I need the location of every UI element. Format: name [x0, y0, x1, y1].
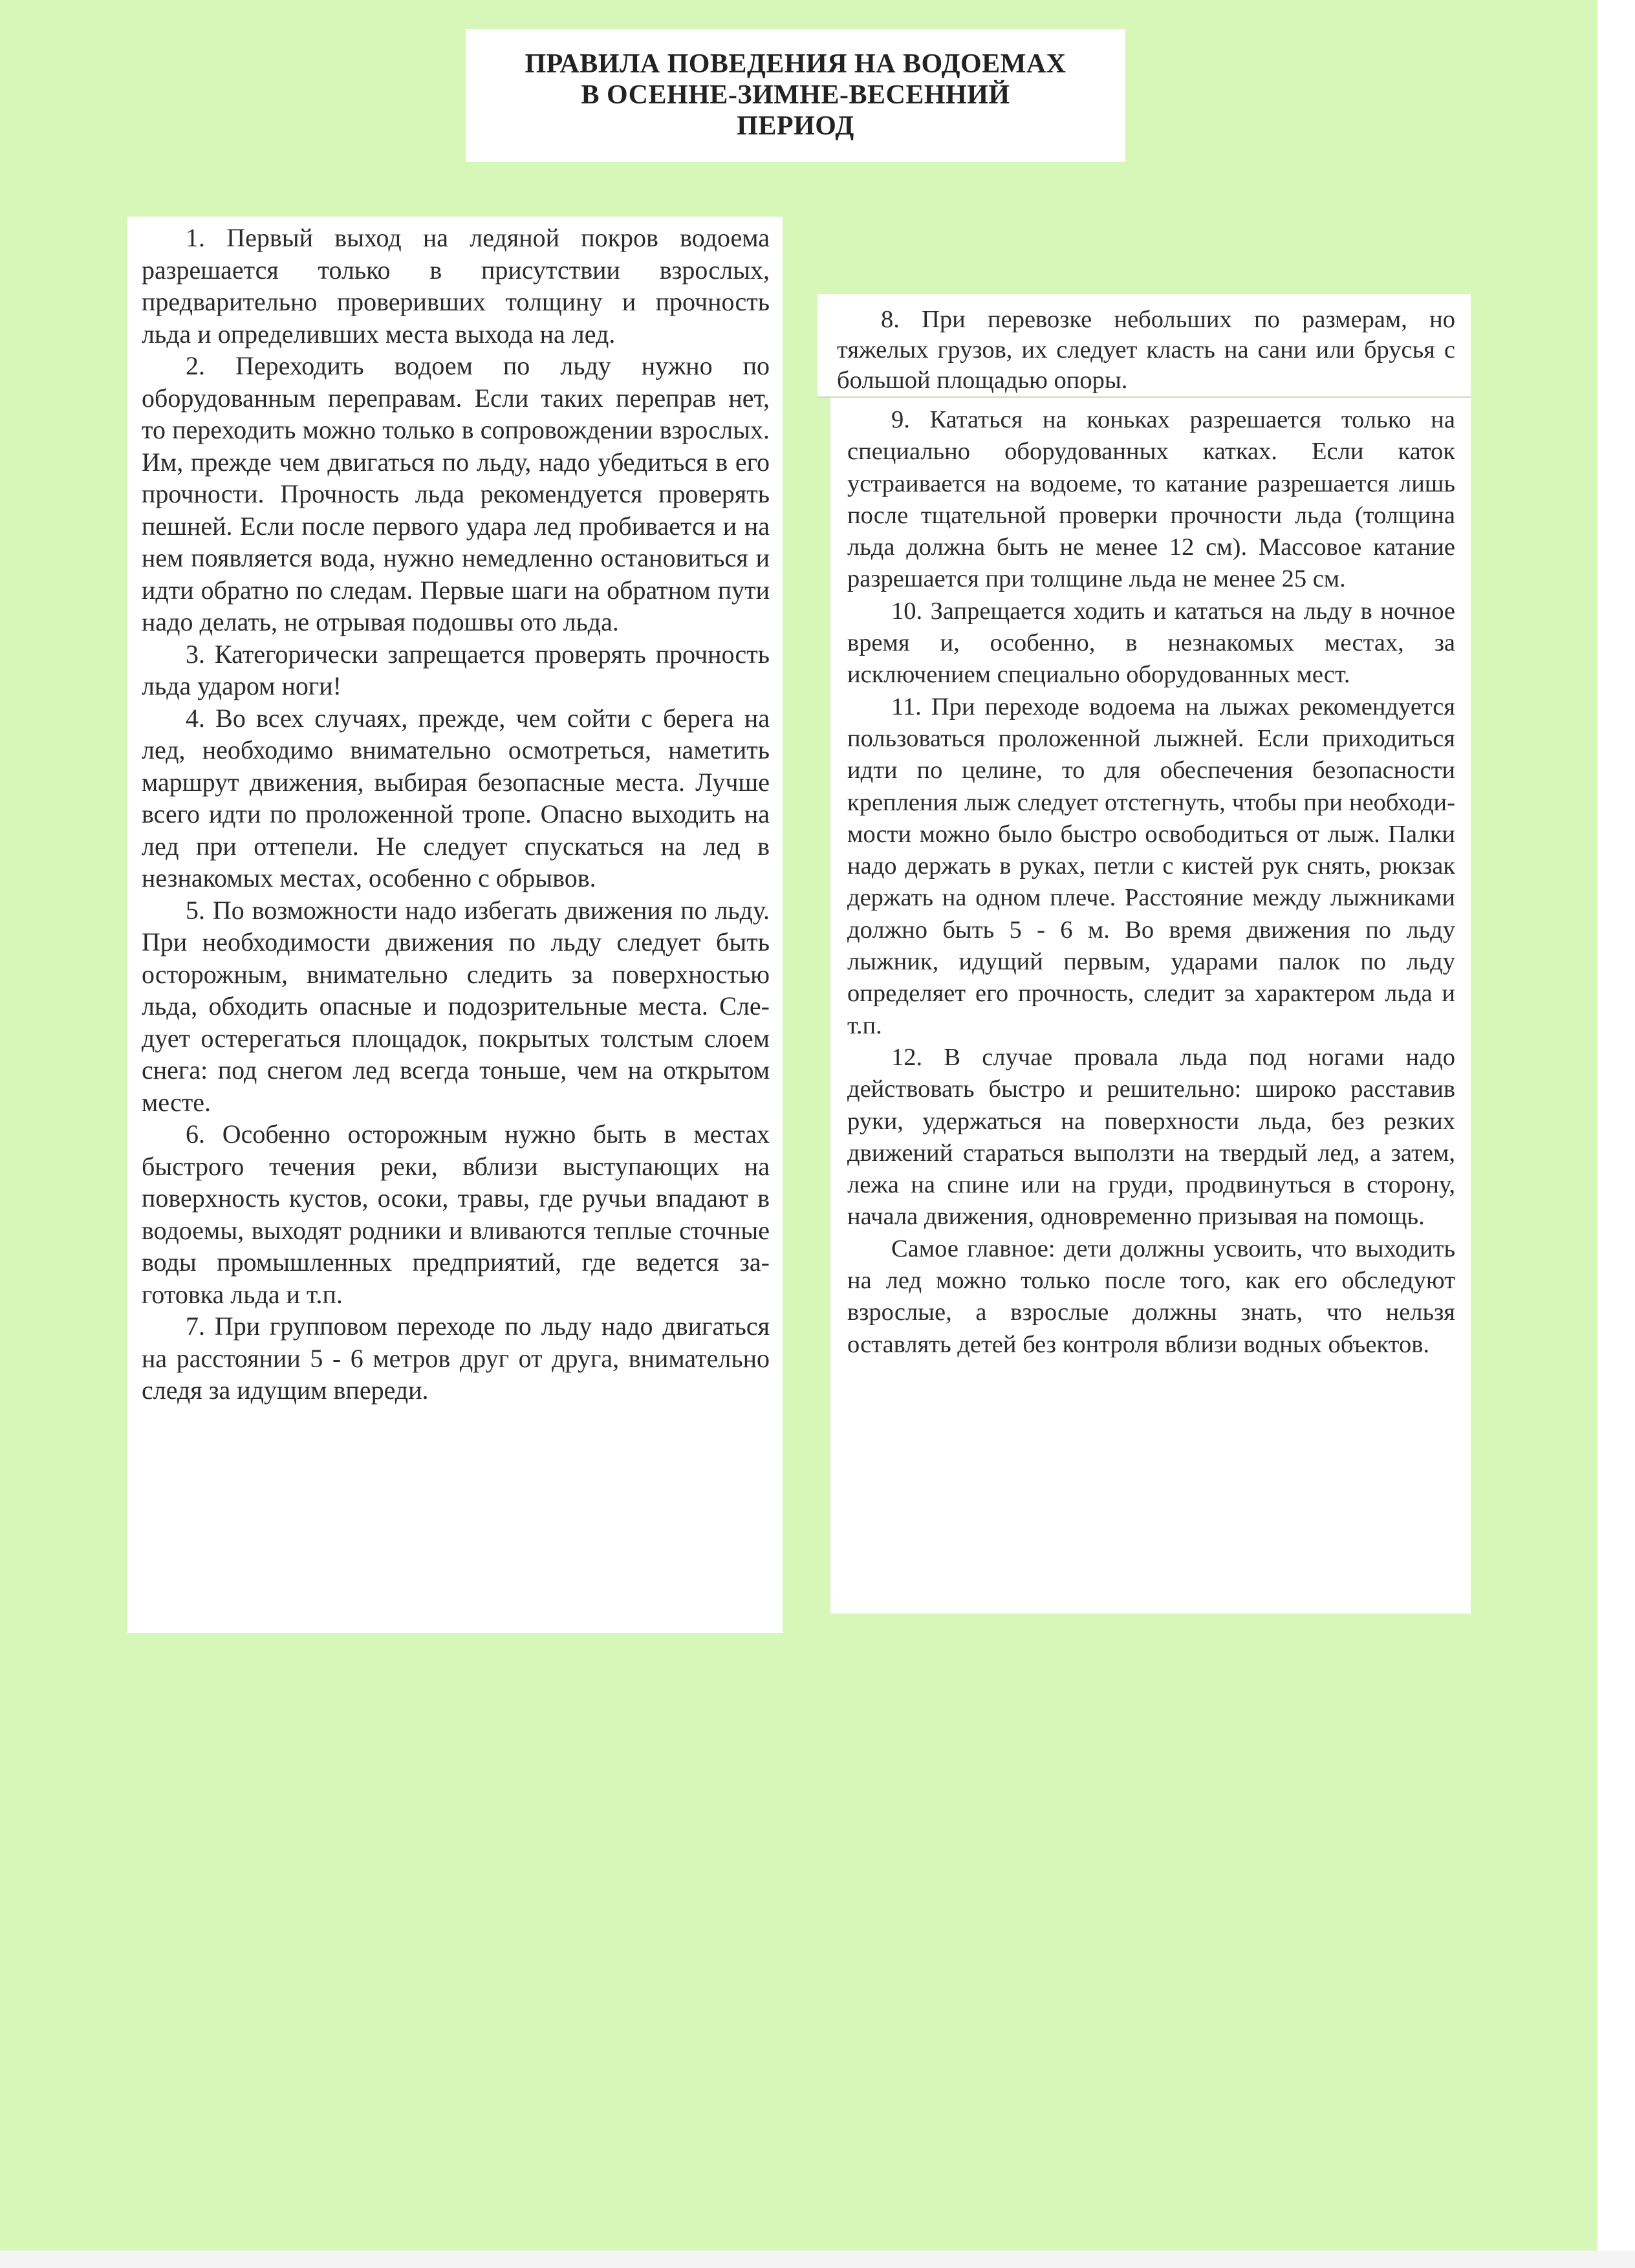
rule-2: 2. Переходить водоем по льду нужно по оборудованным переправам. Если таких переправ нет, то переходить можно только в сопровождении взрослых. Им, прежде чем двигаться по льду, надо убедиться в его прочности. Прочность льда рекомендуется проверять пешней. Если после первого удара лед пробивается и на нем появляется вода, нужно немедленно остановиться и идти обратно по следам. Первые шаги на обратном пути надо делать, не отрывая подошвы ото льда.	[142, 351, 770, 636]
rule-5: 5. По возможности надо избегать движения по льду. При необходимости движения по льду следует быть осторожным, внимательно следить за поверхностью льда, обходить опасные и подозрительные места. Следует остерегаться площадок, покрытых толстым слоем снега: под снегом лед всегда тоньше, чем на открытом месте.	[142, 895, 770, 1117]
rule-9: 9. Кататься на коньках разрешается только на специально оборудованных катках. Если каток устраивается на водоеме, то катание разрешается лишь после тщательной проверки прочности льда (толщина льда должна быть не менее 12 см). Массовое катание разрешается при толщине льда не менее 25 см.	[847, 406, 1455, 593]
rule-11: 11. При переходе водоема на лыжах рекомендуется пользоваться проложенной лыжней. Если приходиться идти по целине, то для обеспечения безопасности крепления лыж следует отстегнуть, чтобы при необходимости можно было быстро освободиться от лыж. Палки надо держать в руках, петли с кистей рук снять, рюкзак держать на одном плече. Расстояние между лыжниками должно быть 5 - 6 м. Во время движения по льду лыжник, идущий первым, ударами палок по льду определяет его прочность, следит за характером льда и т.п.	[847, 693, 1455, 1039]
right-text-sheet	[830, 398, 1471, 1614]
title-line-3: ПЕРИОД	[737, 111, 854, 141]
rule-4: 4. Во всех случаях, прежде, чем сойти с берега на лед, необходимо внимательно осмотреться, наметить маршрут движения, выбирая безопасные места. Лучше всего идти по проложенной тропе. Опасно выходить на лед при оттепели. Не следует спускаться на лед в незнакомых местах, особенно с обрывов.	[142, 703, 770, 892]
title-line-1: ПРАВИЛА ПОВЕДЕНИЯ НА ВОДОЕМАХ	[525, 49, 1067, 79]
rule-7: 7. При групповом переходе по льду надо двигаться на расстоянии 5 - 6 метров друг от друга, внимательно следя за идущим впереди.	[142, 1312, 770, 1405]
rule-3: 3. Категорически запрещается проверять прочность льда ударом ноги!	[142, 639, 770, 700]
summary-paragraph: Самое главное: дети должны усвоить, что выходить на лед можно только после того, как его обследуют взрослые, а взрослые должны знать, что нельзя оставлять детей без контроля вблизи водных объектов.	[847, 1235, 1455, 1358]
rule-10: 10. Запрещается ходить и кататься на льду в ночное время и, особенно, в незнакомых местах, за исключением специально оборудованных мест.	[847, 597, 1455, 689]
right-top-text-strip	[817, 294, 1471, 398]
left-text-sheet	[127, 217, 783, 1633]
title-line-2: В ОСЕННЕ-ЗИМНЕ-ВЕСЕННИЙ	[581, 80, 1010, 110]
title-card	[466, 29, 1125, 162]
rule-1: 1. Первый выход на ледяной покров водоема разрешается только в присутствии взрослых, предварительно проверивших толщину и прочность льда и определивших места выхода на лед.	[142, 223, 770, 349]
rule-6: 6. Особенно осторожным нужно быть в местах быстрого течения реки, вблизи выступающих на поверхность кустов, осоки, травы, где ручьи впадают в водоемы, выходят родники и вливаются теплые сточные воды промышленных предприятий, где ведется заготовка льда и т.п.	[142, 1119, 770, 1309]
scan-bottom-edge	[0, 2251, 1635, 2268]
rule-8: 8. При перевозке небольших по размерам, но тяжелых грузов, их следует класть на сани или брусья с большой площадью опоры.	[837, 306, 1455, 394]
rule-12: 12. В случае провала льда под ногами надо действовать быстро и решительно: широко расставив руки, удержаться на поверхности льда, без резких движений стараться выползти на твердый лед, а затем, лежа на спине или на груди, продвинуться в сторону, начала движения, одновременно призывая на помощь.	[847, 1043, 1455, 1231]
